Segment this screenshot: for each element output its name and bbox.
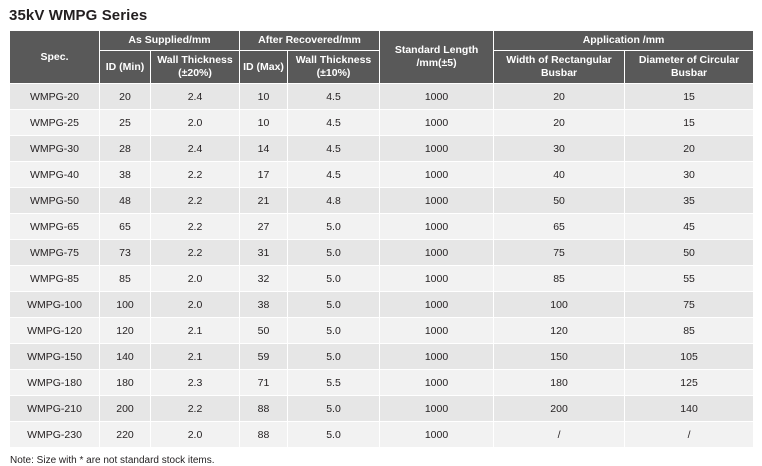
cell-dia-circ: 35 <box>625 188 754 214</box>
cell-wall-supplied: 2.4 <box>151 136 240 162</box>
cell-id-min: 100 <box>100 292 151 318</box>
cell-dia-circ: 105 <box>625 344 754 370</box>
cell-id-max: 31 <box>240 240 288 266</box>
cell-standard-length: 1000 <box>380 188 494 214</box>
cell-width-rect: 120 <box>494 318 625 344</box>
cell-spec: WMPG-150 <box>10 344 100 370</box>
cell-dia-circ: 85 <box>625 318 754 344</box>
cell-width-rect: 150 <box>494 344 625 370</box>
cell-width-rect: 200 <box>494 396 625 422</box>
cell-standard-length: 1000 <box>380 292 494 318</box>
header-id-min: ID (Min) <box>100 51 151 84</box>
cell-wall-recovered: 5.0 <box>288 396 380 422</box>
header-as-supplied: As Supplied/mm <box>100 31 240 51</box>
cell-dia-circ: 15 <box>625 110 754 136</box>
cell-dia-circ: 30 <box>625 162 754 188</box>
cell-standard-length: 1000 <box>380 318 494 344</box>
cell-dia-circ: 15 <box>625 84 754 110</box>
cell-wall-recovered: 5.5 <box>288 370 380 396</box>
cell-id-max: 10 <box>240 84 288 110</box>
table-row <box>10 84 754 110</box>
cell-wall-recovered: 4.8 <box>288 188 380 214</box>
cell-standard-length: 1000 <box>380 162 494 188</box>
cell-wall-supplied: 2.0 <box>151 110 240 136</box>
table-row <box>10 422 754 448</box>
cell-id-max: 88 <box>240 422 288 448</box>
cell-standard-length: 1000 <box>380 240 494 266</box>
page-title: 35kV WMPG Series <box>9 7 148 24</box>
cell-wall-recovered: 5.0 <box>288 422 380 448</box>
header-id-max: ID (Max) <box>240 51 288 84</box>
cell-id-min: 28 <box>100 136 151 162</box>
header-wall-thickness-supplied: Wall Thickness (±20%) <box>151 51 240 84</box>
cell-spec: WMPG-65 <box>10 214 100 240</box>
cell-id-max: 27 <box>240 214 288 240</box>
cell-spec: WMPG-50 <box>10 188 100 214</box>
table-row <box>10 266 754 292</box>
cell-id-max: 71 <box>240 370 288 396</box>
cell-wall-supplied: 2.2 <box>151 396 240 422</box>
header-wall-thickness-recovered: Wall Thickness (±10%) <box>288 51 380 84</box>
cell-dia-circ: 125 <box>625 370 754 396</box>
cell-id-min: 65 <box>100 214 151 240</box>
cell-width-rect: 85 <box>494 266 625 292</box>
header-standard-length: Standard Length /mm(±5) <box>380 31 494 84</box>
cell-standard-length: 1000 <box>380 84 494 110</box>
cell-spec: WMPG-210 <box>10 396 100 422</box>
cell-id-min: 180 <box>100 370 151 396</box>
table-row <box>10 318 754 344</box>
header-after-recovered: After Recovered/mm <box>240 31 380 51</box>
cell-standard-length: 1000 <box>380 136 494 162</box>
cell-wall-supplied: 2.0 <box>151 266 240 292</box>
cell-dia-circ: 55 <box>625 266 754 292</box>
cell-width-rect: 20 <box>494 84 625 110</box>
cell-dia-circ: 45 <box>625 214 754 240</box>
table-row <box>10 136 754 162</box>
table-row <box>10 240 754 266</box>
cell-spec: WMPG-120 <box>10 318 100 344</box>
cell-spec: WMPG-40 <box>10 162 100 188</box>
cell-id-max: 10 <box>240 110 288 136</box>
cell-wall-recovered: 4.5 <box>288 84 380 110</box>
cell-id-min: 20 <box>100 84 151 110</box>
cell-width-rect: 50 <box>494 188 625 214</box>
cell-width-rect: 65 <box>494 214 625 240</box>
cell-width-rect: 75 <box>494 240 625 266</box>
cell-id-max: 50 <box>240 318 288 344</box>
cell-standard-length: 1000 <box>380 370 494 396</box>
header-width-rectangular-busbar: Width of Rectangular Busbar <box>494 51 625 84</box>
specification-table <box>9 30 754 448</box>
header-application: Application /mm <box>494 31 754 51</box>
cell-dia-circ: / <box>625 422 754 448</box>
cell-width-rect: 100 <box>494 292 625 318</box>
header-diameter-circular-busbar: Diameter of Circular Busbar <box>625 51 754 84</box>
cell-width-rect: 20 <box>494 110 625 136</box>
cell-wall-supplied: 2.2 <box>151 240 240 266</box>
cell-wall-recovered: 4.5 <box>288 136 380 162</box>
cell-wall-recovered: 5.0 <box>288 318 380 344</box>
table-row <box>10 214 754 240</box>
cell-dia-circ: 50 <box>625 240 754 266</box>
cell-standard-length: 1000 <box>380 266 494 292</box>
cell-id-max: 38 <box>240 292 288 318</box>
cell-id-max: 59 <box>240 344 288 370</box>
cell-spec: WMPG-180 <box>10 370 100 396</box>
cell-width-rect: 180 <box>494 370 625 396</box>
cell-standard-length: 1000 <box>380 344 494 370</box>
cell-spec: WMPG-75 <box>10 240 100 266</box>
cell-id-min: 85 <box>100 266 151 292</box>
header-row-1 <box>10 31 754 51</box>
cell-spec: WMPG-30 <box>10 136 100 162</box>
cell-wall-supplied: 2.1 <box>151 318 240 344</box>
cell-standard-length: 1000 <box>380 214 494 240</box>
cell-standard-length: 1000 <box>380 396 494 422</box>
cell-id-min: 48 <box>100 188 151 214</box>
cell-wall-recovered: 5.0 <box>288 214 380 240</box>
cell-standard-length: 1000 <box>380 422 494 448</box>
table-row <box>10 188 754 214</box>
cell-id-min: 38 <box>100 162 151 188</box>
cell-id-min: 200 <box>100 396 151 422</box>
cell-wall-recovered: 4.5 <box>288 162 380 188</box>
cell-spec: WMPG-230 <box>10 422 100 448</box>
cell-id-max: 17 <box>240 162 288 188</box>
cell-wall-recovered: 5.0 <box>288 266 380 292</box>
cell-width-rect: 30 <box>494 136 625 162</box>
cell-id-max: 14 <box>240 136 288 162</box>
cell-spec: WMPG-85 <box>10 266 100 292</box>
cell-wall-recovered: 5.0 <box>288 344 380 370</box>
cell-id-min: 73 <box>100 240 151 266</box>
cell-wall-recovered: 4.5 <box>288 110 380 136</box>
cell-dia-circ: 75 <box>625 292 754 318</box>
cell-wall-supplied: 2.1 <box>151 344 240 370</box>
cell-wall-supplied: 2.2 <box>151 162 240 188</box>
cell-id-max: 32 <box>240 266 288 292</box>
cell-dia-circ: 20 <box>625 136 754 162</box>
cell-width-rect: 40 <box>494 162 625 188</box>
cell-dia-circ: 140 <box>625 396 754 422</box>
cell-wall-supplied: 2.2 <box>151 188 240 214</box>
table-row <box>10 110 754 136</box>
cell-wall-recovered: 5.0 <box>288 240 380 266</box>
cell-wall-supplied: 2.0 <box>151 422 240 448</box>
cell-wall-supplied: 2.2 <box>151 214 240 240</box>
table-row <box>10 370 754 396</box>
table-body <box>10 84 754 448</box>
table-row <box>10 292 754 318</box>
cell-wall-supplied: 2.0 <box>151 292 240 318</box>
cell-id-max: 88 <box>240 396 288 422</box>
cell-spec: WMPG-20 <box>10 84 100 110</box>
header-spec: Spec. <box>10 31 100 84</box>
table-row <box>10 162 754 188</box>
cell-wall-supplied: 2.3 <box>151 370 240 396</box>
cell-wall-supplied: 2.4 <box>151 84 240 110</box>
cell-wall-recovered: 5.0 <box>288 292 380 318</box>
cell-width-rect: / <box>494 422 625 448</box>
table-row <box>10 396 754 422</box>
cell-spec: WMPG-100 <box>10 292 100 318</box>
cell-standard-length: 1000 <box>380 110 494 136</box>
cell-id-min: 25 <box>100 110 151 136</box>
cell-id-min: 120 <box>100 318 151 344</box>
cell-id-min: 220 <box>100 422 151 448</box>
table-row <box>10 344 754 370</box>
table-note: Note: Size with * are not standard stock items. <box>10 455 215 466</box>
table-header <box>10 31 754 84</box>
cell-id-max: 21 <box>240 188 288 214</box>
cell-id-min: 140 <box>100 344 151 370</box>
cell-spec: WMPG-25 <box>10 110 100 136</box>
